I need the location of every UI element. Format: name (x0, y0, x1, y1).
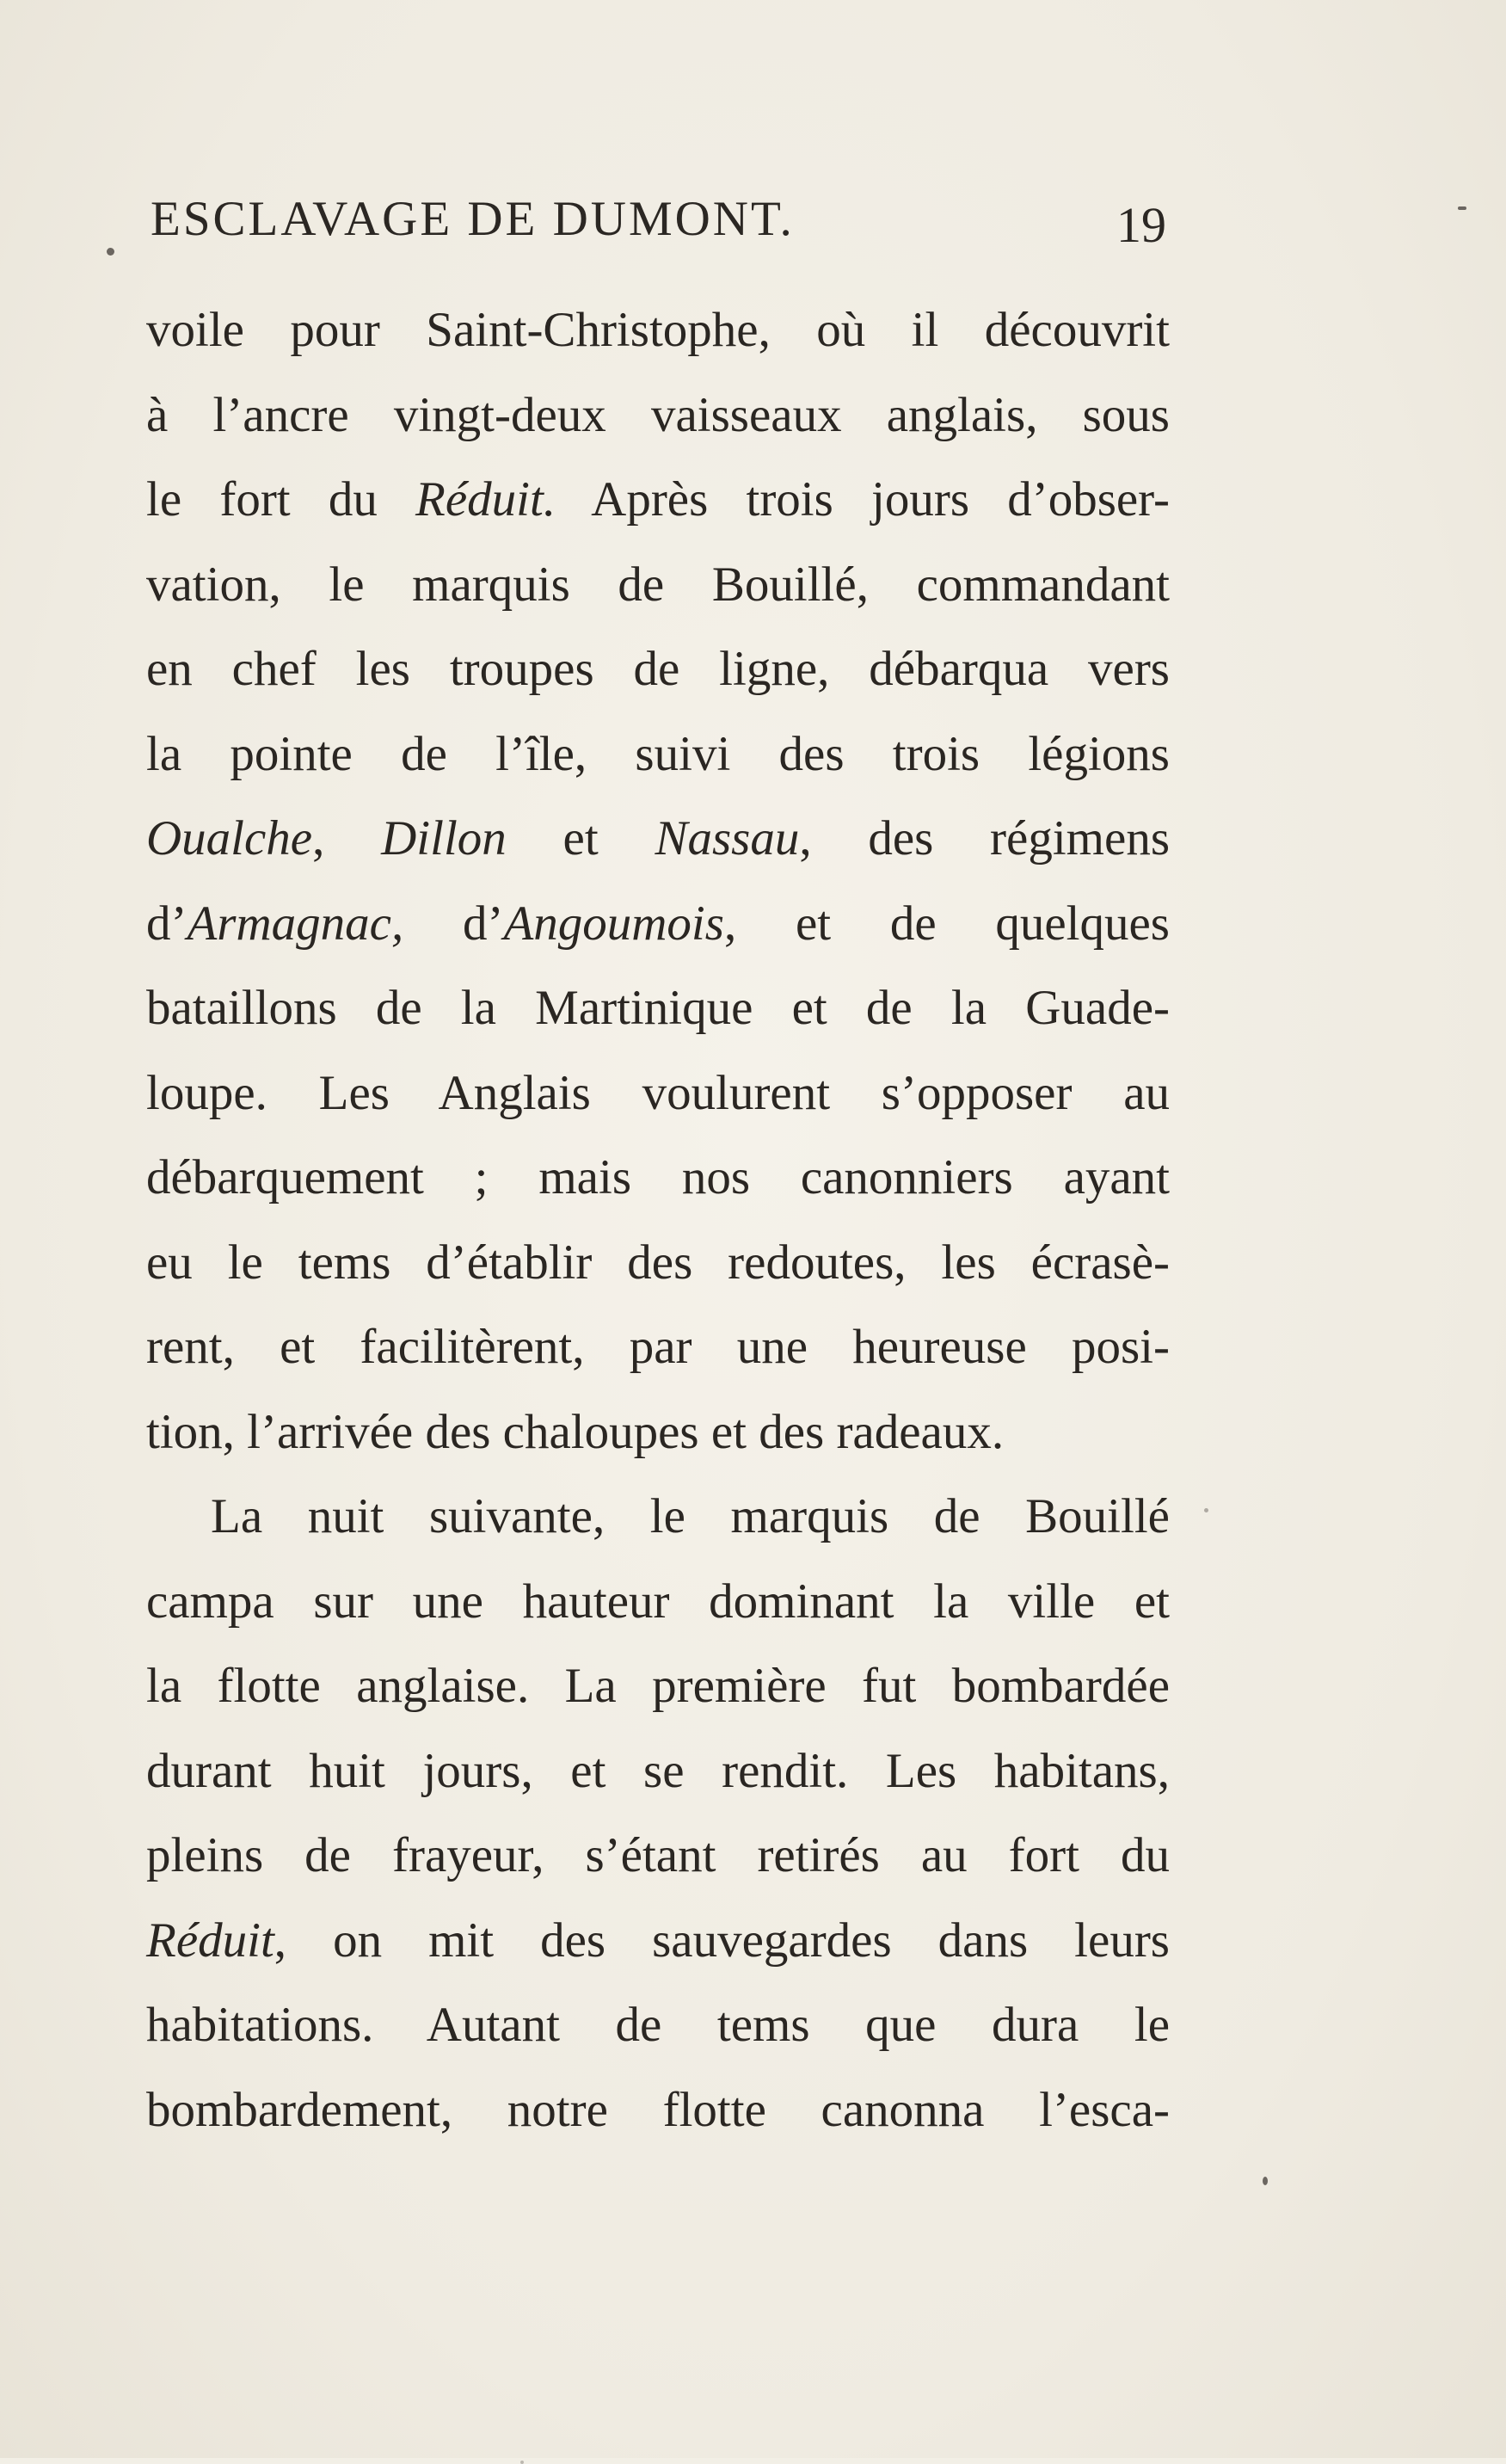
text-line: durant huit jours, et se rendit. Les habitans, (146, 1743, 1170, 1798)
text-line: à l’ancre vingt-deux vaisseaux anglais, sous (146, 387, 1170, 442)
text-line: la pointe de l’île, suivi des trois légions (146, 726, 1170, 781)
italic-legion-name: Nassau (655, 811, 800, 865)
text-line: La nuit suivante, le marquis de Bouillé (211, 1489, 1170, 1543)
paper-speck (520, 2461, 524, 2464)
text-segment: le fort du (146, 472, 416, 527)
italic-place-name: Réduit (146, 1913, 274, 1968)
text-segment: d’ (146, 896, 187, 951)
text-line: tion, l’arrivée des chaloupes et des radeaux. (146, 1404, 1005, 1459)
paper-speck (1458, 206, 1466, 210)
text-segment: Après trois jours d’obser- (556, 472, 1170, 527)
text-line: en chef les troupes de ligne, débarqua vers (146, 642, 1170, 696)
text-segment: , on mit des sauvegardes dans leurs (274, 1913, 1170, 1968)
page-number: 19 (1116, 197, 1166, 253)
text-line: bataillons de la Martinique et de la Guade- (146, 981, 1170, 1035)
text-line (146, 882, 1170, 967)
italic-place-name: Réduit. (415, 472, 556, 527)
text-line: loupe. Les Anglais voulurent s’opposer au (146, 1065, 1170, 1120)
text-line (146, 797, 1170, 882)
text-line: la flotte anglaise. La première fut bombardée (146, 1659, 1170, 1713)
italic-legion-name: Dillon (381, 811, 507, 865)
text-line: bombardement, notre flotte canonna l’esca- (146, 2082, 1170, 2137)
text-line: pleins de frayeur, s’étant retirés au fort du (146, 1828, 1170, 1882)
text-line: eu le tems d’établir des redoutes, les écrasè- (146, 1235, 1170, 1290)
text-line: habitations. Autant de tems que dura le (146, 1998, 1170, 2052)
text-line: campa sur une hauteur dominant la ville et (146, 1574, 1170, 1629)
italic-regiment-name: Armagnac, (187, 896, 404, 951)
text-segment: , (312, 811, 382, 865)
text-segment: , et de quelques (723, 896, 1170, 951)
paper-speck (107, 248, 114, 256)
text-segment: et (506, 811, 655, 865)
text-line: voile pour Saint-Christophe, où il découvrit (146, 303, 1170, 357)
paper-speck (1263, 2177, 1268, 2185)
text-segment: , des régimens (799, 811, 1170, 865)
text-line: débarquement ; mais nos canonniers ayant (146, 1150, 1170, 1204)
text-line (146, 1899, 1170, 1984)
paper-speck (1204, 1508, 1208, 1512)
body-text (146, 288, 1170, 2153)
text-line (146, 458, 1170, 543)
text-line: vation, le marquis de Bouillé, commandant (146, 557, 1170, 612)
text-line: rent, et facilitèrent, par une heureuse posi- (146, 1320, 1170, 1374)
italic-legion-name: Oualche (146, 811, 313, 865)
italic-regiment-name: Angoumois (503, 896, 724, 951)
running-title: ESCLAVAGE DE DUMONT. (151, 192, 795, 246)
text-segment: d’ (403, 896, 504, 951)
